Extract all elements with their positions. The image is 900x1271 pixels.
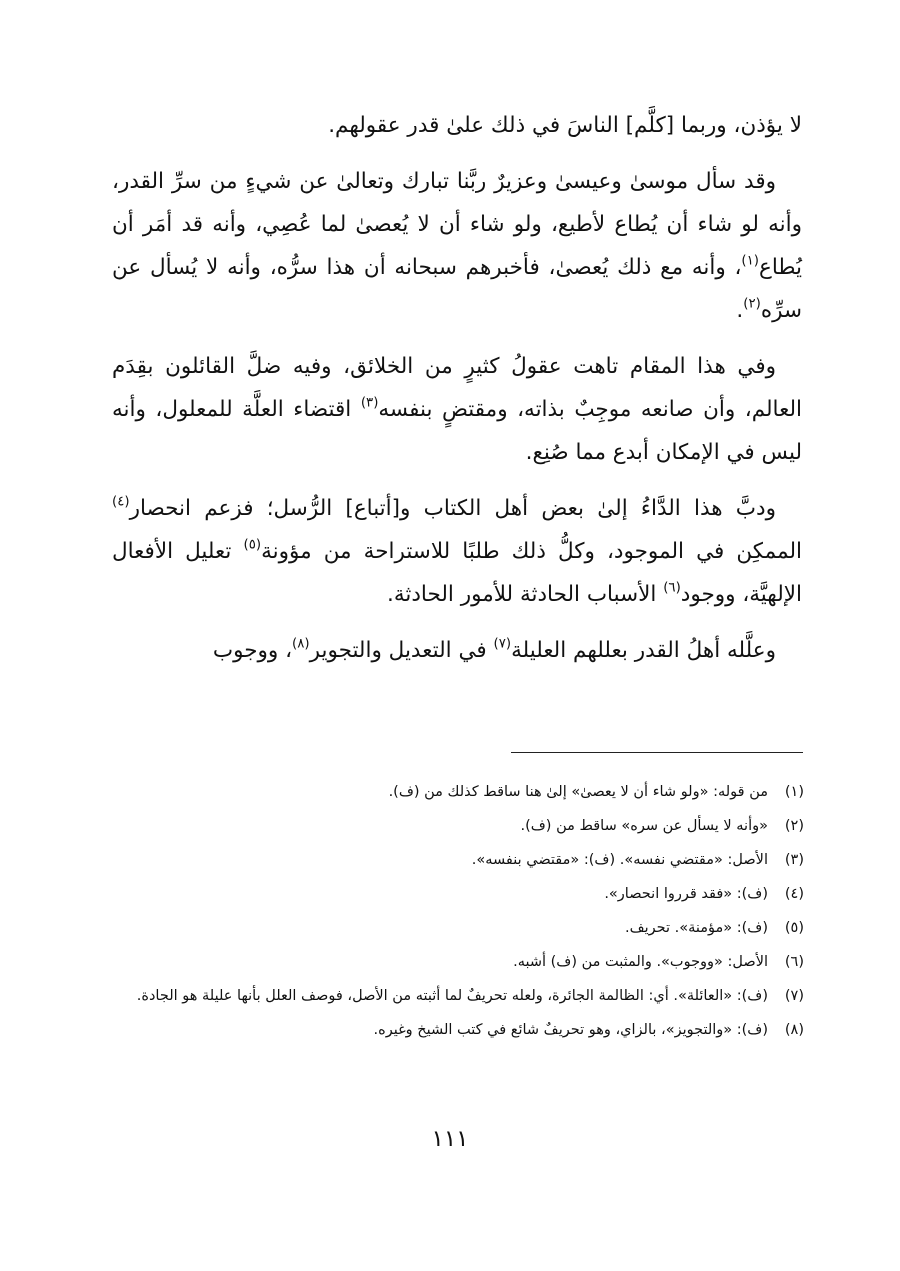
footnote-text: (ف): «مؤمنة». تحريف.	[624, 920, 768, 936]
text-segment: ودبَّ هذا الدَّاءُ إلىٰ بعض أهل الكتاب و[أتباع] الرُّسل؛ فزعم انحصار	[129, 496, 776, 521]
footnote-text: (ف): «فقد قرروا انحصار».	[604, 886, 768, 902]
footnote-marker: (٦)	[663, 580, 681, 596]
main-text	[112, 104, 802, 685]
footnote-marker: (٨)	[292, 636, 310, 652]
footnote-text: «وأنه لا يسأل عن سره» ساقط من (ف).	[520, 818, 768, 834]
paragraph	[112, 160, 802, 332]
footnote-marker: (٧)	[493, 636, 512, 652]
footnote-marker: (١)	[741, 253, 759, 269]
footnote-text: من قوله: «ولو شاء أن لا يعصىٰ» إلىٰ هنا ساقط كذلك من (ف).	[388, 784, 768, 800]
footnote	[112, 843, 804, 877]
text-segment: اقتضاء العلَّة للمعلول، وأنه ليس في الإمكان أبدع مما صُنِع.	[112, 397, 802, 465]
footnote	[112, 775, 804, 809]
footnotes	[112, 775, 804, 1047]
text-segment: تعليل الأفعال الإلهيَّة، ووجود	[112, 539, 802, 607]
footnote-text: (ف): «والتجويز»، بالزاي، وهو تحريفٌ شائع في كتب الشيخ وغيره.	[373, 1022, 768, 1038]
text-segment: لا يؤذن، وربما [كلَّم] الناسَ في ذلك علىٰ قدر عقولهم.	[328, 113, 802, 138]
footnote-number: (٧)	[784, 988, 804, 1004]
footnote	[112, 1013, 804, 1047]
footnote-number: (١)	[784, 784, 804, 800]
text-segment: وقد سأل موسىٰ وعيسىٰ وعزيرٌ ربَّنا تبارك وتعالىٰ عن شيءٍ من سرِّ القدر، وأنه لو شاء أن يُطاع لأطيع، ولو شاء أن لا يُعصىٰ لما عُصِي، وأنه قد أمَر أن يُطاع	[112, 169, 802, 280]
footnote-separator	[511, 752, 803, 753]
footnote-marker: (٤)	[112, 494, 130, 510]
footnote-number: (٤)	[784, 886, 804, 902]
text-segment: الأسباب الحادثة للأمور الحادثة.	[387, 582, 664, 607]
footnote-number: (٦)	[784, 954, 804, 970]
paragraph	[112, 629, 802, 672]
footnote	[112, 979, 804, 1013]
text-segment: الممكِن في الموجود، وكلُّ ذلك طلبًا للاستراحة من مؤونة	[261, 539, 802, 564]
text-segment: .	[736, 298, 744, 323]
paragraph	[112, 104, 802, 147]
text-segment: ، ووجوب	[212, 638, 293, 663]
paragraph	[112, 487, 802, 616]
footnote-number: (٥)	[784, 920, 804, 936]
footnote	[112, 911, 804, 945]
paragraph	[112, 345, 802, 474]
text-segment: وعلَّله أهلُ القدر بعللهم العليلة	[511, 638, 776, 663]
footnote	[112, 877, 804, 911]
footnote-marker: (٣)	[360, 395, 379, 411]
text-segment: ، وأنه مع ذلك يُعصىٰ، فأخبرهم سبحانه أن هذا سرُّه، وأنه لا يُسأل عن سرِّه	[112, 255, 802, 323]
footnote-marker: (٥)	[243, 537, 262, 553]
footnote-number: (٣)	[784, 852, 804, 868]
footnote-text: الأصل: «ووجوب». والمثبت من (ف) أشبه.	[513, 954, 768, 970]
footnote	[112, 809, 804, 843]
footnote-marker: (٢)	[743, 296, 761, 312]
footnote-text: (ف): «العائلة». أي: الظالمة الجائرة، ولعله تحريفٌ لما أثبته من الأصل، فوصف العلل بأنها عليلة هو الجادة.	[136, 988, 768, 1004]
footnote-number: (٢)	[784, 818, 804, 834]
page-number: ١١١	[431, 1126, 469, 1152]
text-segment: في التعديل والتجوير	[309, 638, 494, 663]
footnote-number: (٨)	[784, 1022, 804, 1038]
text-segment: وفي هذا المقام تاهت عقولُ كثيرٍ من الخلائق، وفيه ضلَّ القائلون بقِدَم العالم، وأن صانعه موجِبٌ بذاته، ومقتضٍ بنفسه	[112, 354, 802, 422]
footnote-text: الأصل: «مقتضي نفسه». (ف): «مقتضي بنفسه».	[471, 852, 768, 868]
footnote	[112, 945, 804, 979]
